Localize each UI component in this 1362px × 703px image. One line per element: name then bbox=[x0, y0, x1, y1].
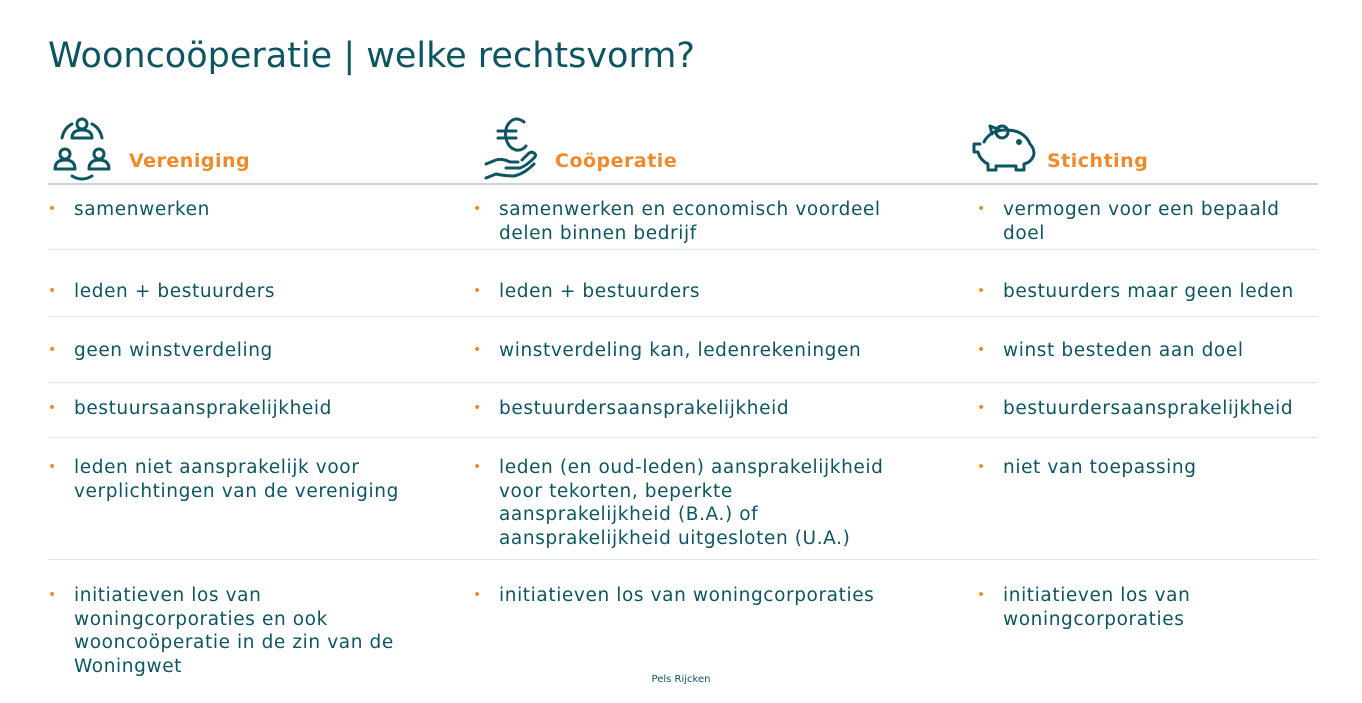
footer-brand: Pels Rijcken bbox=[651, 674, 711, 685]
people-group-icon bbox=[52, 116, 112, 186]
bullet-marker: • bbox=[48, 283, 57, 299]
cell-text: bestuurders maar geen leden bbox=[1003, 281, 1294, 302]
column-header-cooperatie bbox=[480, 112, 880, 184]
bullet-marker: • bbox=[473, 459, 482, 475]
row-divider bbox=[48, 559, 1318, 560]
cell-text: vermogen voor een bepaald doel bbox=[1003, 199, 1280, 244]
column-label: Coöperatie bbox=[555, 150, 678, 172]
bullet-marker: • bbox=[473, 342, 482, 358]
cell-text: leden niet aansprakelijk voor verplichtingen van de vereniging bbox=[74, 457, 399, 502]
cell-text: leden + bestuurders bbox=[499, 281, 701, 302]
column-header-stichting bbox=[972, 112, 1318, 184]
cell-text: initiatieven los van woningcorporaties bbox=[1003, 585, 1191, 630]
row-divider bbox=[48, 316, 1318, 317]
bullet-marker: • bbox=[977, 459, 986, 475]
bullet-marker: • bbox=[48, 587, 57, 603]
cell-text: niet van toepassing bbox=[1003, 457, 1197, 478]
cell-text: initiatieven los van woningcorporaties en ook wooncoöperatie in de zin van de Woningwet bbox=[74, 585, 394, 677]
cell-text: initiatieven los van woningcorporaties bbox=[499, 585, 875, 606]
bullet-marker: • bbox=[977, 201, 986, 217]
row-divider bbox=[48, 437, 1318, 438]
bullet-marker: • bbox=[48, 400, 57, 416]
column-label: Stichting bbox=[1047, 150, 1149, 172]
bullet-marker: • bbox=[473, 283, 482, 299]
bullet-marker: • bbox=[473, 400, 482, 416]
hand-euro-icon bbox=[482, 116, 540, 186]
piggy-bank-icon bbox=[972, 124, 1038, 178]
row-divider bbox=[48, 249, 1318, 250]
bullet-marker: • bbox=[977, 400, 986, 416]
header-divider bbox=[48, 183, 1318, 185]
cell-text: leden (en oud-leden) aansprakelijkheid voor tekorten, beperkte aansprakelijkheid (B.A.) of aansprakelijkheid uitgesloten (U.A.) bbox=[499, 457, 884, 549]
row-divider bbox=[48, 382, 1318, 383]
bullet-marker: • bbox=[977, 283, 986, 299]
bullet-marker: • bbox=[977, 587, 986, 603]
bullet-marker: • bbox=[473, 587, 482, 603]
cell-text: geen winstverdeling bbox=[74, 340, 273, 361]
column-header-vereniging bbox=[48, 112, 448, 184]
bullet-marker: • bbox=[48, 201, 57, 217]
cell-text: leden + bestuurders bbox=[74, 281, 276, 302]
bullet-marker: • bbox=[977, 342, 986, 358]
cell-text: winstverdeling kan, ledenrekeningen bbox=[499, 340, 862, 361]
bullet-marker: • bbox=[473, 201, 482, 217]
page-title: Wooncoöperatie | welke rechtsvorm? bbox=[48, 36, 695, 76]
bullet-marker: • bbox=[48, 342, 57, 358]
cell-text: winst besteden aan doel bbox=[1003, 340, 1244, 361]
cell-text: bestuurdersaansprakelijkheid bbox=[1003, 398, 1294, 419]
bullet-marker: • bbox=[48, 459, 57, 475]
cell-text: samenwerken en economisch voordeel delen binnen bedrijf bbox=[499, 199, 881, 244]
cell-text: samenwerken bbox=[74, 199, 210, 220]
cell-text: bestuursaansprakelijkheid bbox=[74, 398, 332, 419]
cell-text: bestuurdersaansprakelijkheid bbox=[499, 398, 790, 419]
column-label: Vereniging bbox=[129, 150, 251, 172]
